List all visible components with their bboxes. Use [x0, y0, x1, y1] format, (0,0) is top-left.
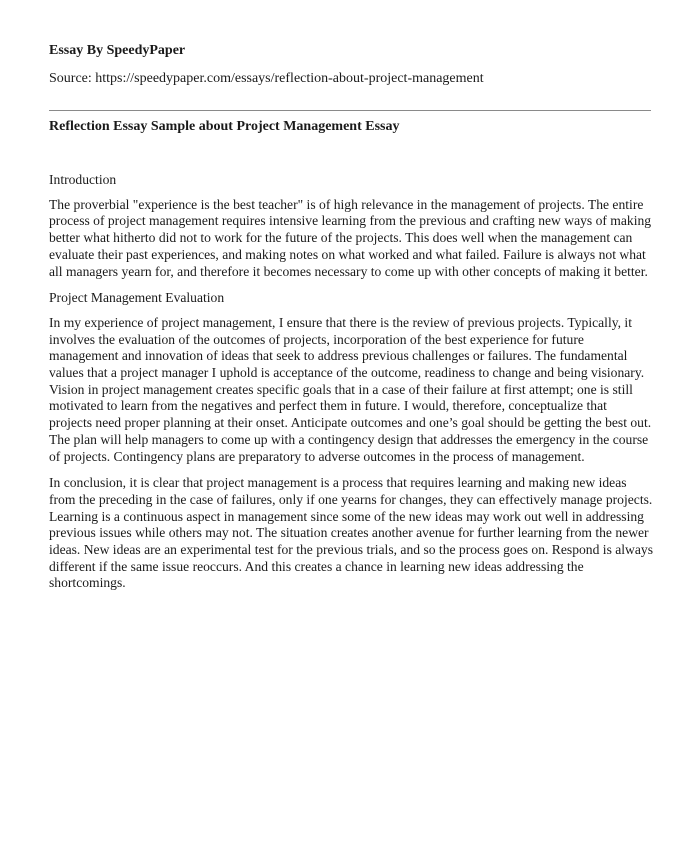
- essay-body: [49, 172, 653, 602]
- essay-title: Reflection Essay Sample about Project Management Essay: [49, 119, 400, 134]
- site-title: Essay By SpeedyPaper: [49, 43, 186, 58]
- paragraph-introduction: The proverbial "experience is the best teacher" is of high relevance in the management of projects. The entire process of project management requires intensive learning from the previous and crafting new ways of making better what hitherto did not to work for the future of the projects. This does well when the management can evaluate their past experiences, and making notes on what worked and what failed. Failure is always not what all managers yearn for, and therefore it becomes necessary to come up with other concepts of making it better.: [49, 196, 652, 279]
- source-line: Source: https://speedypaper.com/essays/reflection-about-project-management: [49, 71, 484, 86]
- paragraph-evaluation: In my experience of project management, I ensure that there is the review of previous projects. Typically, it involves the evaluation of the outcomes of projects, incorporation of the best experience for future management and innovation of ideas that seek to address previous challenges or failures. The fundamental values that a project manager I uphold is acceptance of the outcome, readiness to change and being visionary. Vision in project management creates specific goals that in a case of their failure at first attempt; one is still motivated to learn from the negatives and perfect them in future. I would, therefore, conceptualize that projects need proper planning at their onset. Anticipate outcomes and one’s goal should be getting the best out. The plan will help managers to come up with a contingency design that addresses the emergency in the course of projects. Contingency plans are preparatory to adverse outcomes in the process of management.: [49, 314, 652, 464]
- section-heading-introduction: Introduction: [49, 172, 117, 187]
- header-divider: [49, 110, 651, 111]
- paragraph-conclusion: In conclusion, it is clear that project management is a process that requires learning and making new ideas from the preceding in the case of failures, only if one yearns for changes, they can effectively manage projects. Learning is a continuous aspect in management since some of the new ideas may work out well in addressing previous issues while others may not. The situation creates another avenue for further learning from the newer ideas. New ideas are an experimental test for the previous trials, and so the process goes on. Respond is always different if the same issue reoccurs. And this creates a chance in learning new ideas addressing the shortcomings.: [49, 475, 653, 591]
- section-heading-evaluation: Project Management Evaluation: [49, 290, 225, 306]
